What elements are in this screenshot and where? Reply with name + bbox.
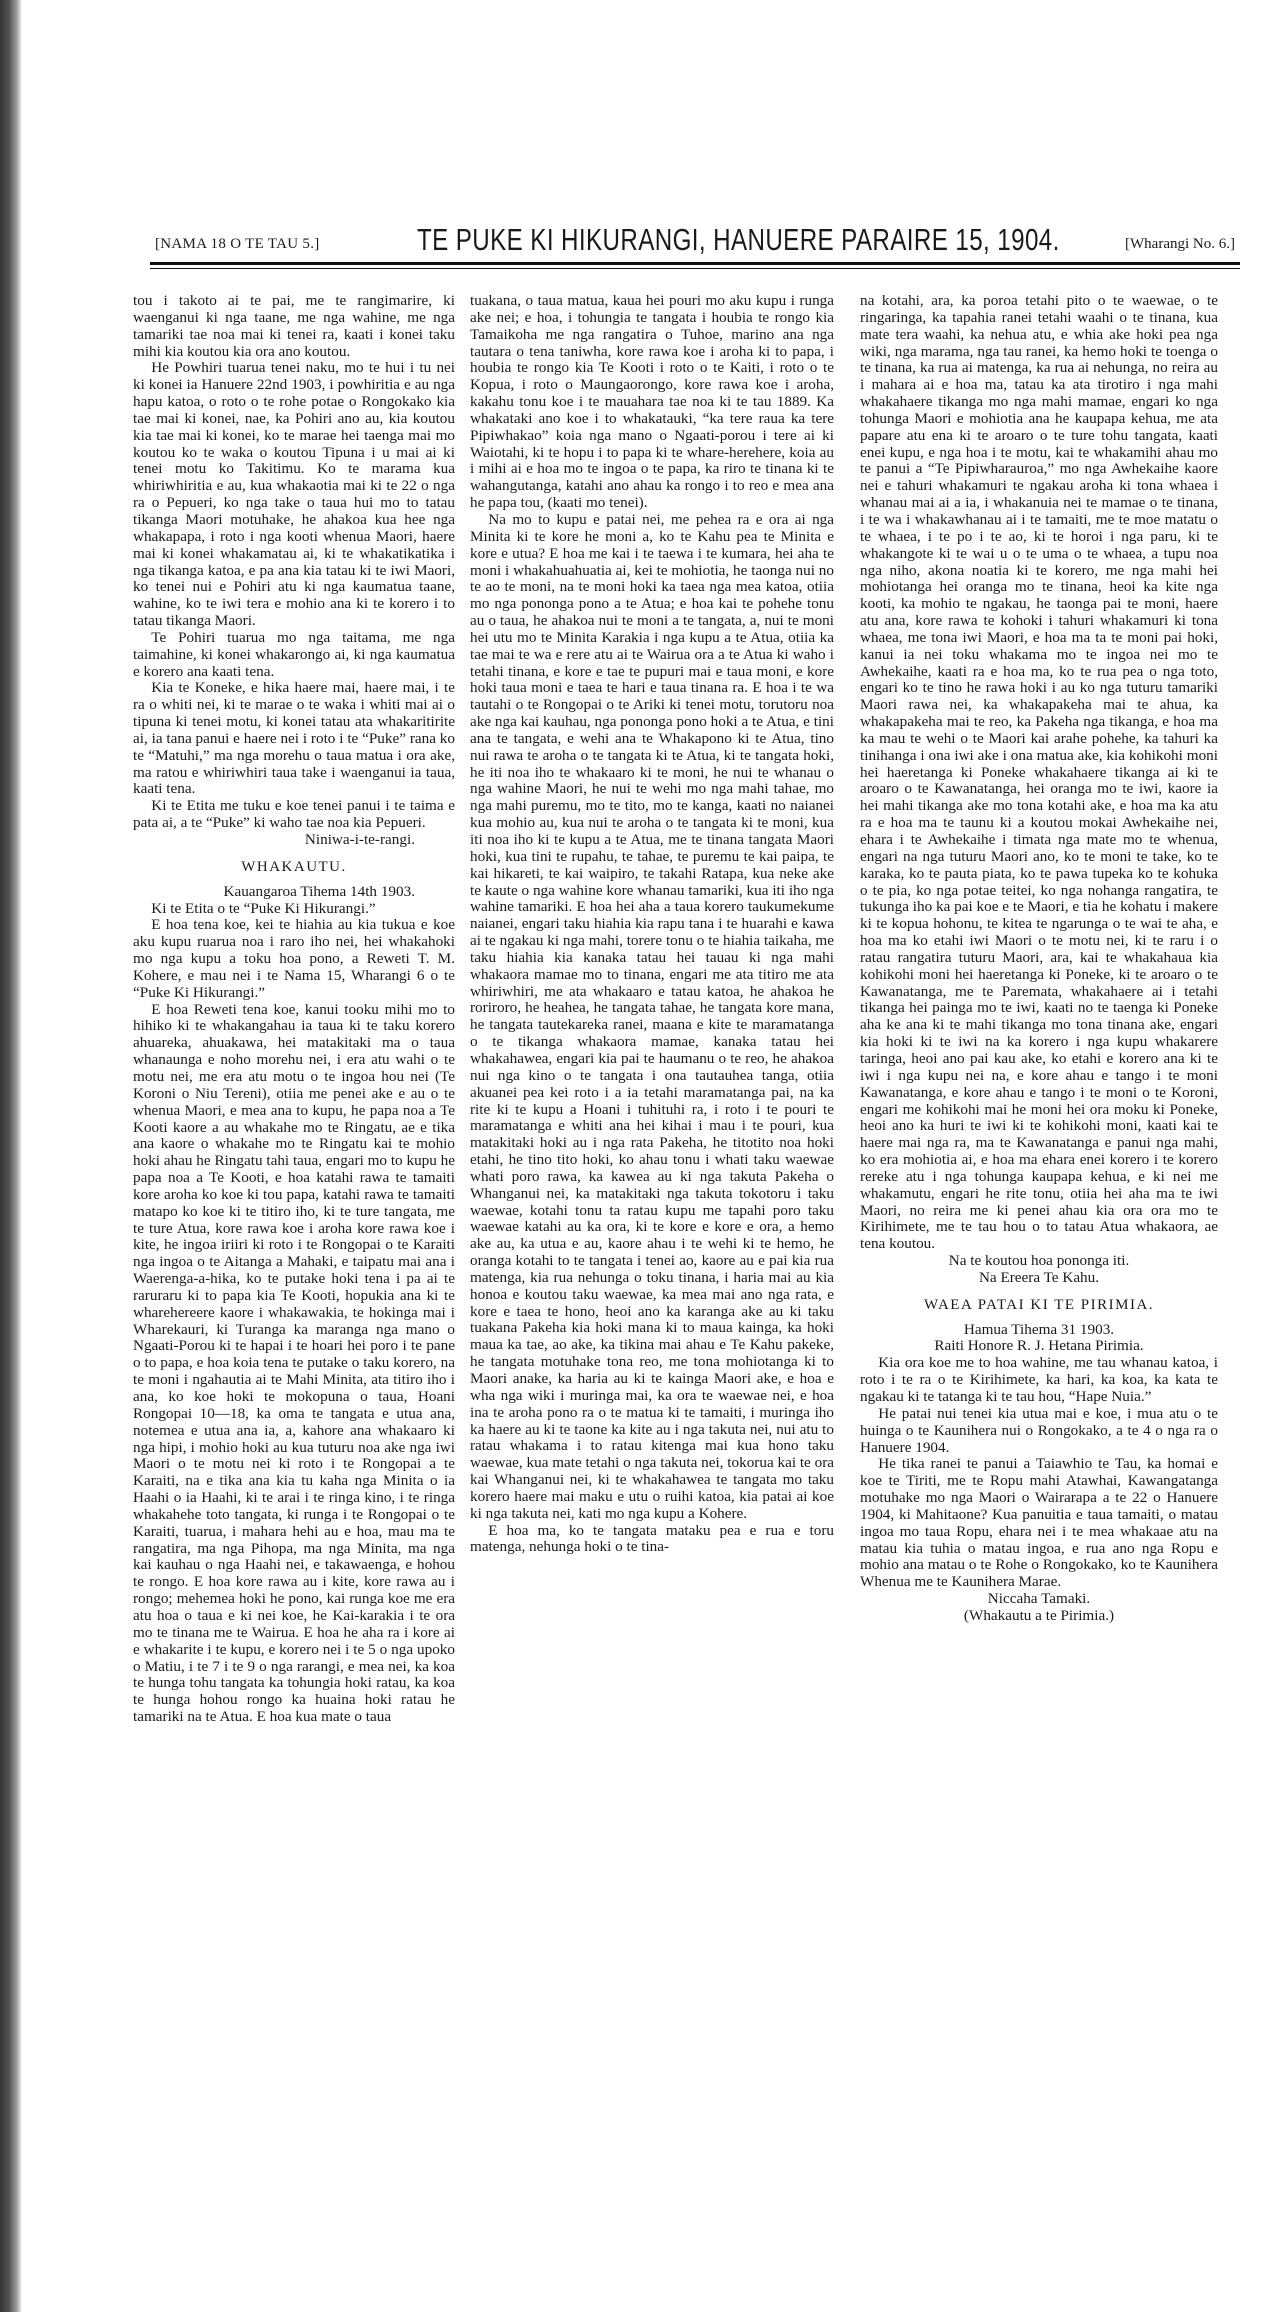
paragraph: Kia ora koe me to hoa wahine, me tau whanau katoa, i roto i te ra o te Kirihimete, ka hari, ka koa, ka kata te ngakau ki te tatanga ki te tau hou, “Hape Nuia.” xyxy=(860,1354,1218,1405)
byline: Raiti Honore R. J. Hetana Pirimia. xyxy=(934,1337,1144,1355)
byline: Kauangaroa Tihema 14th 1903. xyxy=(223,882,415,900)
paragraph: Na mo to kupu e patai nei, me pehea ra e ora ai nga Minita ki te kore he moni a, ko te Kahu pea te Minita e kore e utua? E hoa me kai i te taewa i te kumara, hei aha te moni i whakahuahuatia ai, kei te mohiotia, he taonga nui no te ao te moni, na te moni hoki ka taea nga mea katoa, otiia mo nga pononga pono a te Atua; e hoa kai te pohehe tonu au o taua, he ahakoa nui te moni a te tangata, a, nui te moni hei utu mo te Minita Karakia i nga kupu a te Atua, otiia ka tae mai te wa e rere atu ai te Wairua ora a te Atua ki waho i tetahi tinana, e kore e tae te pupuri mai e taua moni, e kore hoki taua moni e taea te hari e taua tinana ra. E hoa i te wa tautahi o te Rongopai o te Ariki ki tenei motu, torutoru noa ake nga kai kauhau, nga pononga pono hoki a te Atua, e tini ana te tangata, e wehi ana te Whakapono ki te Atua, tino nui rawa te aroha o te tangata ki te Atua, ki te tangata hoki, he iti noa iho te whakaaro ki te moni, he nui te whanau o nga wahine Maori, he nui te wehi mo nga mahi tahae, mo nga mahi puremu, mo te tito, mo te kanga, kaati no naianei kua mohio au, kua nui te aroha o te tangata ki te moni, kua iti noa iho ki te kupu a te Atua, me te tinana tangata Maori hoki, kua tini te rupahu, te tahae, te puremu te kai paipa, te kai hikareti, te kai waipiro, te takahi Ratapa, kua neke ake te kaute o nga wahine kore whanau tamariki, kua iti iho nga wahine tamariki. E hoa hei aha a taua korero taukumekume naianei, engari taku hiahia kia rapu tana i te huarahi e kawa ai te ngakau ki nga mahi, torere tonu o te hiahia taikaha, me taku hiahia kia kanaka tatau hei tauau ki nga mahi whakaora mamae mo to tinana, engari me ata titiro me ata whiriwhiri, me ata whakaaro e tatau katoa, he ahakoa he roriroro, he heahea, he tangata tahae, he tangata kore mana, he tangata tautekareka ranei, maana e kite te maramatanga o te tikanga whakaora mamae, kanaka tatau hei whakahawea, engari kia pai te haumanu o te reo, he ahakoa nui nga kino o te tangata i ona tautauhea tanga, otiia akuanei pea kei roto i a ia tetahi maramatanga pai, na ka rite ki te kupu a Hoani i tuhituhi ra, i roto i te pouri te maramatanga e whiti ana hei kihai i mau i te pouri, kua matakitaki hoki au i nga rata Pakeha, he titotito noa hoki etahi, he tino tito hoki, ko ahau tonu i whati taku waewae whati poro rawa, ka kawea au ki nga takuta Pakeha o Whanganui nei, ka matakitaki nga takuta tokotoru i taku waewae, kotahi tonu ta ratau kupu me tapahi poro taku waewae katahi au ka ora, ki te kore e kore e ora, a hemo ake au, ka utua e au, kaore ahau i te wehi ki te hemo, he oranga kotahi to te tangata i tenei ao, kaore au e pai kia rua matenga, kia rua nehunga o toku tinana, i haria mai au kia honoa e koutou taku waewae, ka mea mai ano nga rata, e kore e taea te hono, heoi ano ka karanga ake au ki taku tuakana Pakeha kia hoki mana ki to maua kainga, ka hoki maua ka tae, ao ake, ka tikina mai ahau e Te Kahu pakeke, he tangata motuhake tona reo, me tona mohiotanga ki to Maori anake, ka haria au ki te kainga Maori ake, e hoa e wha nga wiki i muringa mai, ka ora te waewae nei, e hoa ina te aroha pono ra o te matua ki te tamaiti, i muringa iho ka haere au ki te taone ka kite au i nga takuta nei, nui atu to ratau whakama i to ratau kitenga mai kua hono taku waewae, kua mate tetahi o nga takuta nei, tokorua kai te ora kai Whanganui nei, ki te whakahawea te tangata mo taku korero haere mai maku e utu o ruihi katoa, kia patai ai koe ki nga takuta nei, kati mo nga kupu a Kohere. xyxy=(470,510,834,1522)
header-rule-thin xyxy=(150,268,1240,269)
article-heading: WAEA PATAI KI TE PIRIMIA. xyxy=(923,1296,1155,1313)
newspaper-title: TE PUKE KI HIKURANGI, HANUERE PARAIRE 15, 1904. xyxy=(417,222,1060,257)
byline: Niniwa-i-te-rangi. xyxy=(304,831,415,848)
paragraph: He patai nui tenei kia utua mai e koe, i mua atu o te huinga o te Kaunihera nui o Rongokako, a te 4 o nga ra o Hanuere 1904. xyxy=(860,1404,1218,1456)
page-header xyxy=(155,222,1235,262)
paragraph: tuakana, o taua matua, kaua hei pouri mo aku kupu i runga ake nei; e hoa, i tohungia te tangata i houbia te rongo kia Tamaikoha me nga rangatira o Tuhoe, marino ana nga tautara o tena taniwha, kore rawa koe i aroha ki to papa, i houbia te rongo kia Te Kooti i roto o te Kaiti, i roto o te Kopua, i roto o Maungaorongo, kore rawa koe i aroha, kakahu tonu koe i te mauahara tae noa ki te tau 1889. Ka whakataki ano koe i to whakatauki, “ka tere raua ka tere Pipiwhakao” koia nga mano o Ngaati-porou i tere ai ki Waiotahi, ki te hopu i to papa ki te whare-herehere, koia au i mihi ai e hoa mo te ingoa o te papa, ka riro te tinana ki te wahangutanga, katahi ano ahau ka rongo i to reo e mea ana he papa tou, (kaati mo tenei). xyxy=(470,292,834,512)
paragraph: Kia te Koneke, e hika haere mai, haere mai, i te ra o whiti nei, ki te marae o te waka i whiti mai ai o tipuna ki tenei motu, ki konei tatau ata whakaritirite ai, ia tana panui e haere nei i roto i te “Puke” rana ko te “Matuhi,” ma nga morehu o taua matua i ora ake, ma ratou e whiriwhiri taua take i waenganui ia taua, kaati tena. xyxy=(133,679,455,798)
paragraph: na kotahi, ara, ka poroa tetahi pito o te waewae, o te ringaringa, ka tapahia ranei tetahi waahi o te tinana, kua mate tera waahi, ka nehua atu, e whia ake hoki pea nga wiki, nga marama, nga tau ranei, ka hemo hoki te toenga o te tinana, ka rua ai matenga, ka rua ai nehunga, no reira au i mahara ai e hoa ma, tatau ka ata tirotiro i nga mahi whakahaere tikanga mo nga mahi mamae, engari ko nga tohunga Maori e mohiotia ana he kaupapa kehua, me ata papare atu ena ki te aroaro o te ture tohu tangata, kaati enei kupu, e nga hoa i te motu, kai te whakamihi ahau mo te panui a “Te Pipiwharauroa,” mo nga Awhekaihe kaore nei e tahuri whakamuri te ngakau aroha ki tona whaea i whanau mai ai a ia, i whakanuia nei te mamae o te tinana, i te wa i whakawhanau ai i te tamaiti, me te moe matatu o te whaea, i te po i te ao, ki te horoi i nga paru, ki te whakangote ki te wai u o te uma o te whaea, a tupu noa nga niho, akona noatia ki te korero, me nga mahi hei mohiotanga hei oranga mo te tinana, heoi ka kite nga kooti, ka mohio te ngakau, he taonga pai te moni, haere atu ana, kore rawa te kohoki i tahuri whakamuri ki tona whaea, me tona iwi Maori, e hoa ma ta te moni pai hoki, kanui ia nei toku whakama mo te ingoa nei mo te Awhekaihe, kaati ra e hoa ma, ko te rua pea o nga toto, engari ko te tino he rawa hoki i au ko nga tuturu tamariki Maori rawa nei, ka whakapakeha mai te ahua, ka whakapakeha mai te reo, ka Pakeha nga tikanga, e hoa ma ka mau te wehi o te Maori kai arahe pohehe, ka tahuri ka tinihanga i ona iwi ake i ona matua ake, kia kohikohi moni hei haeretanga ki Poneke whakahaere tikanga ai ki te aroaro o te Kawanatanga, hei oranga mo te iwi, kaore ia hei mahi tikanga ake mo tona kotahi ake, e hoa ma ka atu ra e hoa ma te taunu ki a koutou mokai Awhekaihe nei, ehara i te Awhekaihe i timata nga mate mo te whenua, engari na nga tuturu Maori ano, ko te moni te take, ko te karaka, ko te pauta piata, ko te pawa tupeka ko te kohuka o te pia, ko nga potae teitei, ko nga nohanga rangatira, te tukunga iho ka pai koe e te Maori, e tia he kohatu i makere ki te kopua hohonu, te kitea te ngarunga o te wai te aha, e hoa ma ko etahi iwi Maori o te motu nei, ki te raru i o ratau rangatira tuturu Maori, ara, kai te whakahaua kia kohikohi moni hei haeretanga ki Poneke, ki te aroaro o te Kawanatanga, me te Paremata, whakahaere ai i tetahi tikanga hei painga mo te iwi, kaati no te taenga ki Poneke aha ke ana ki te mahi tikanga mo tona tinana ake, engari kia hoki ki te iwi na ka korero i nga kupu whakarere taringa, heoi ano pai kau ake, ko etahi e korero ana ki te iwi i nga kupu nei na, e kore ahau e tango i te moni Kawanatanga, e kore ahau e tango i te moni o te Koroni, engari me kohikohi mai he moni hei ora moku ki Poneke, heoi ano ka huri te iwi ki te kohikohi moni, kaati kai te haere mai nga ra, ma te Kawanatanga e panui nga mahi, ko era mohiotia ai, e hoa ma ehara enei korero i te korero rereke atu i nga tohunga kaupapa kehua, e ki nei me whakamutu, engari he rite tonu, otiia hei aha ma te iwi Maori, no reira me ki penei ahau kia ora ora mo te Kirihimete, me te tau hou o to tatau Atua whakaora, ae tena koutou. xyxy=(860,292,1218,1253)
paragraph: Te Pohiri tuarua mo nga taitama, me nga taimahine, ki konei whakarongo ai, ki nga kaumatua e korero ana kaati tena. xyxy=(133,628,455,680)
issue-number: [NAMA 18 O TE TAU 5.] xyxy=(155,236,320,252)
paragraph: E hoa tena koe, kei te hiahia au kia tukua e koe aku kupu ruarua noa i raro iho nei, hei whakahoki mo nga kupu a toku hoa pono, a Reweti T. M. Kohere, e mau nei i te Nama 15, Wharangi 6 o te “Puke Ki Hikurangi.” xyxy=(133,916,455,1001)
paragraph: E hoa ma, ko te tangata mataku pea e rua e toru matenga, nehunga hoki o te tina- xyxy=(470,1521,834,1556)
scan-edge-artifact xyxy=(0,0,22,2312)
header-rule xyxy=(150,262,1240,265)
paragraph: E hoa Reweti tena koe, kanui tooku mihi mo to hihiko ki te whakangahau ia taua ki te taku korero ahuareka, ahuakawa, hei matakitaki ma o taua whanaunga e noho morehu nei, i era atu wahi o te motu nei, me era atu motu o te ingoa hou nei (Te Koroni o Niu Tereni), otiia me penei ake e au o te whenua Maori, e mea ana to kupu, he papa noa a Te Kooti kaore a au whakahe mo te Ringatu, ae e tika ana kaore o whakahe mo te Ringatu kai te mohio hoki ahau he Ringatu tahi taua, engari mo to kupu he papa noa a Te Kooti, e hoa katahi rawa te tamaiti kore aroha ko koe ki tou papa, katahi rawa te tamaiti matapo ko koe ki te titiro iho, ki te ture tangata, me te ture Atua, kore rawa koe i aroha kore rawa koe i kite, he ingoa iriiri ki roto i te Rongopai o te Karaiti nga ingoa o te Aitanga a Mahaki, e taipatu mai ana i Waerenga-a-hika, ko te putake hoki tena i pa ai te raruraru ki to papa kia Te Kooti, hopukia ana ki te wharehereere kaore i whakawakia, te hokinga mai i Wharekauri, ki Turanga ka maranga nga mano o Ngaati-Porou ki te hapai i te hoari hei poro i te pane o to papa, e hoa koia tena te putake o taku korero, na te moni i ngahautia ai te Mahi Minita, ata titiro iho i ana, ko koe hoki te mokopuna o taua, Hoani Rongopai 10—18, ka oma te tangata e utua ana, notemea e utua ana ia, a, kahore ana whakaaro ki nga hipi, i mohio hoki au kua tuturu noa ake nga iwi Maori o te motu nei ki roto i te Rongopai a te Karaiti, na e tika ana kia tu kaha nga Minita o ia Haahi o ia Haahi, ki te arai i te ringa kino, i te ringa whakahehe toto tangata, ki runga i te Rongopai o te Karaiti, tuarua, i mahara hehi au e hoa, mau ma te rangatira, ma nga Pihopa, ma nga Minita, ma nga kai kauhau o nga Haahi nei, e takawaenga, e hohou te rongo. E hoa kore rawa au i kite, kore rawa au i rongo; mehemea hoki he pono, kai runga koe me era atu hoa o taua e ki nei koe, he Kai-karakia i te ora mo te tinana me te Wairua. E hoa he aha ra i kore ai e whakarite i te kupu, e korero nei i te 5 o nga upoko o Matiu, i te 7 i te 9 o nga rarangi, e mea nei, ka koa te hunga tohu tangata ka tohungia hoki ratau, ka koa te hunga hohou rongo ka huaina hoki ratau he tamariki na te Atua. E hoa kua mate o taua xyxy=(133,1000,455,1726)
paragraph: tou i takoto ai te pai, me te rangimarire, ki waenganui ki nga taane, me nga wahine, me nga tamariki tae noa mai ki tenei ra, kaati i konei taku mihi kia koutou kia ora ano koutou. xyxy=(133,292,455,360)
page-number: [Wharangi No. 6.] xyxy=(1125,236,1235,252)
paragraph: He Powhiri tuarua tenei naku, mo te hui i tu nei ki konei ia Hanuere 22nd 1903, i powhiritia e au nga hapu katoa, o roto o te rohe potae o Rongokako kia tae mai ki konei, nae, ka Pohiri ano au, kia koutou kia tae mai ki konei, ko te marae hei taenga mai mo koutou ko te waka o koutou Tipuna i u mai ai ki tenei motu ko Takitimu. Ko te marama kua whiriwhiritia e au, kua whakaotia mai ki te 22 o nga ra o Pepueri, ko nga take o taua hui mo to tatau tikanga Maori motuhake, he ahakoa kua hee nga whakapapa, i roto i nga kooti whenua Maori, haere mai ki konei whakamatau ai, ki te whakatikatika i nga tikanga katoa, e pa ana kia tatau ki te iwi Maori, ko tenei nui e Pohiri atu ki nga kaumatua taane, wahine, ko te iwi tera e mohio ana ki te korero i to tatau tikanga Maori. xyxy=(133,359,455,630)
paragraph: Ki te Etita me tuku e koe tenei panui i te taima e pata ai, a te “Puke” ki waho tae noa kia Pepueri. xyxy=(133,797,455,832)
column-3 xyxy=(860,293,1218,1625)
column-1 xyxy=(133,293,455,1726)
byline: Na te koutou hoa pononga iti. xyxy=(948,1252,1130,1270)
paragraph: Ki te Etita o te “Puke Ki Hikurangi.” xyxy=(151,899,376,917)
byline: Na Ereera Te Kahu. xyxy=(978,1268,1100,1286)
byline: (Whakautu a te Pirimia.) xyxy=(963,1606,1115,1624)
column-2 xyxy=(470,293,834,1556)
paragraph: He tika ranei te panui a Taiawhio te Tau, ka homai e koe te Tiriti, me te Ropu mahi Atawhai, Kawangatanga motuhake mo nga Maori o Wairarapa a te 22 o Hanuere 1904, ki Mahitaone? Kua panuitia e taua tamaiti, o matau ingoa mo taua Ropu, ehara nei i te mea whakaae atu na matau kia tuhia o matau ingoa, e rua ano nga Ropu e mohio ana matau o te Rohe o Rongokako, ko te Kaunihera Whenua me te Kaunihera Marae. xyxy=(860,1455,1218,1591)
byline: Hamua Tihema 31 1903. xyxy=(963,1320,1115,1338)
article-heading: WHAKAUTU. xyxy=(241,858,347,875)
byline: Niccaha Tamaki. xyxy=(987,1590,1091,1608)
